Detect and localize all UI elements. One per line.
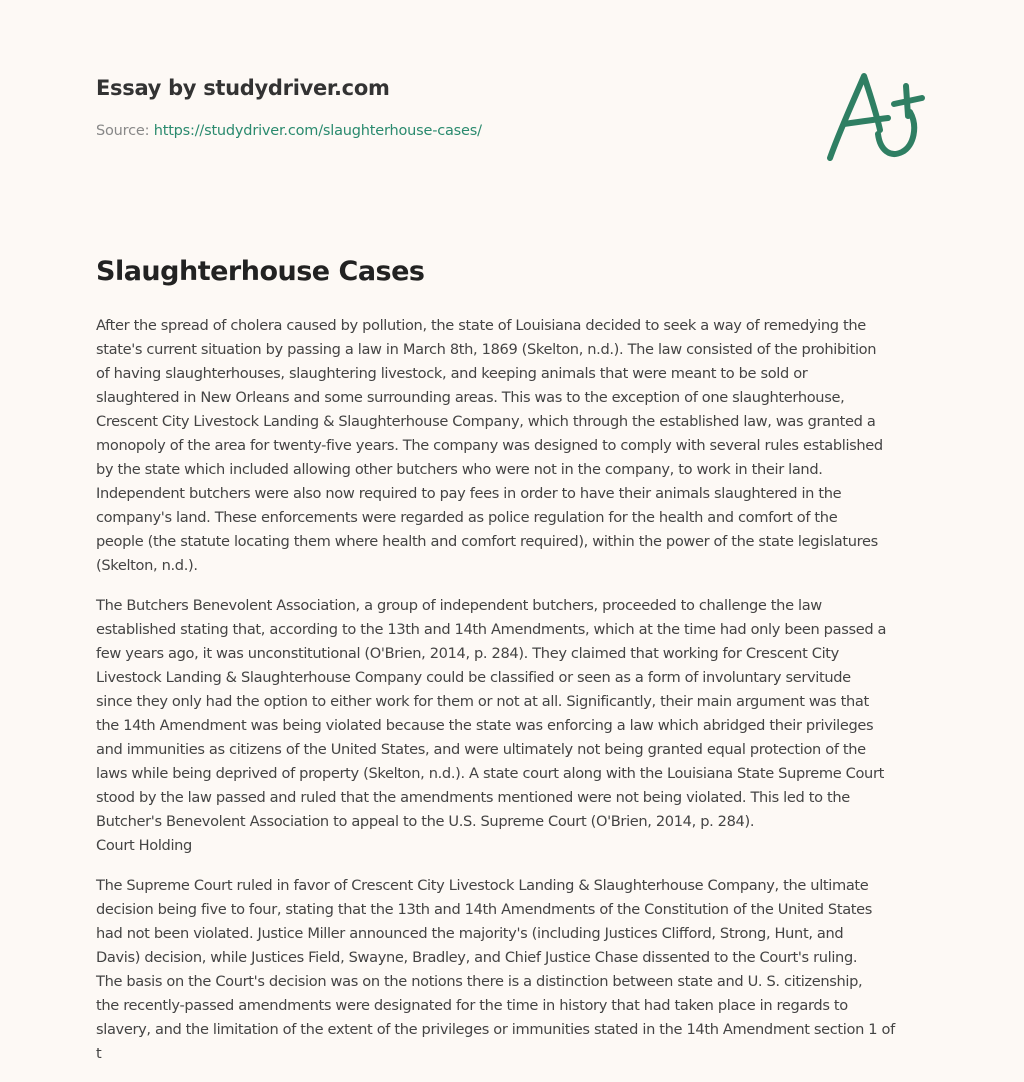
paragraph-3 bbox=[96, 874, 946, 1066]
text-line: t bbox=[96, 1045, 102, 1062]
brand-title: Essay by studydriver.com bbox=[96, 76, 390, 100]
source-label: Source: bbox=[96, 123, 150, 139]
text-line: since they only had the option to either work for them or not at all. Significantly, their main argument was that bbox=[96, 693, 869, 710]
text-line: of having slaughterhouses, slaughtering livestock, and keeping animals that were meant to be sold or bbox=[96, 365, 808, 382]
text-line: company's land. These enforcements were regarded as police regulation for the health and comfort of the bbox=[96, 509, 838, 526]
text-line: laws while being deprived of property (Skelton, n.d.). A state court along with the Louisiana State Supreme Court bbox=[96, 765, 884, 782]
source-line bbox=[96, 123, 482, 139]
text-line: state's current situation by passing a law in March 8th, 1869 (Skelton, n.d.). The law consisted of the prohibition bbox=[96, 341, 877, 358]
source-link[interactable]: https://studydriver.com/slaughterhouse-cases/ bbox=[153, 123, 482, 139]
document-title: Slaughterhouse Cases bbox=[96, 256, 425, 287]
text-line: Butcher's Benevolent Association to appeal to the U.S. Supreme Court (O'Brien, 2014, p. 284). bbox=[96, 813, 755, 830]
text-line: Crescent City Livestock Landing & Slaughterhouse Company, which through the established law, was granted a bbox=[96, 413, 876, 430]
text-line: After the spread of cholera caused by pollution, the state of Louisiana decided to seek a way of remedying the bbox=[96, 317, 866, 334]
text-line: people (the statute locating them where health and comfort required), within the power of the state legislatures bbox=[96, 533, 878, 550]
text-line: Livestock Landing & Slaughterhouse Company could be classified or seen as a form of involuntary servitude bbox=[96, 669, 851, 686]
text-line: stood by the law passed and ruled that the amendments mentioned were not being violated. This led to the bbox=[96, 789, 850, 806]
a-plus-icon bbox=[818, 64, 938, 170]
text-line: slaughtered in New Orleans and some surrounding areas. This was to the exception of one slaughterhouse, bbox=[96, 389, 845, 406]
text-line: (Skelton, n.d.). bbox=[96, 557, 198, 574]
text-line: the 14th Amendment was being violated because the state was enforcing a law which abridged their privileges bbox=[96, 717, 874, 734]
text-line: slavery, and the limitation of the extent of the privileges or immunities stated in the 14th Amendment section 1 of bbox=[96, 1021, 895, 1038]
text-line: had not been violated. Justice Miller announced the majority's (including Justices Clifford, Strong, Hunt, and bbox=[96, 925, 844, 942]
text-line: The Supreme Court ruled in favor of Crescent City Livestock Landing & Slaughterhouse Company, the ultimate bbox=[96, 877, 869, 894]
text-line: by the state which included allowing other butchers who were not in the company, to work in their land. bbox=[96, 461, 823, 478]
text-line: decision being five to four, stating that the 13th and 14th Amendments of the Constitution of the United States bbox=[96, 901, 873, 918]
text-line: the recently-passed amendments were designated for the time in history that had taken place in regards to bbox=[96, 997, 848, 1014]
text-line: The basis on the Court's decision was on the notions there is a distinction between state and U. S. citizenship, bbox=[96, 973, 863, 990]
section-heading: Court Holding bbox=[96, 837, 192, 854]
text-line: Davis) decision, while Justices Field, Swayne, Bradley, and Chief Justice Chase dissented to the Court's ruling. bbox=[96, 949, 858, 966]
paragraph-2 bbox=[96, 594, 946, 858]
text-line: Independent butchers were also now required to pay fees in order to have their animals slaughtered in the bbox=[96, 485, 842, 502]
paragraph-1 bbox=[96, 314, 946, 578]
text-line: and immunities as citizens of the United States, and were ultimately not being granted equal protection of the bbox=[96, 741, 866, 758]
text-line: established stating that, according to the 13th and 14th Amendments, which at the time had only been passed a bbox=[96, 621, 887, 638]
text-line: The Butchers Benevolent Association, a group of independent butchers, proceeded to challenge the law bbox=[96, 597, 822, 614]
text-line: monopoly of the area for twenty-five years. The company was designed to comply with several rules established bbox=[96, 437, 883, 454]
text-line: few years ago, it was unconstitutional (O'Brien, 2014, p. 284). They claimed that working for Crescent City bbox=[96, 645, 839, 662]
